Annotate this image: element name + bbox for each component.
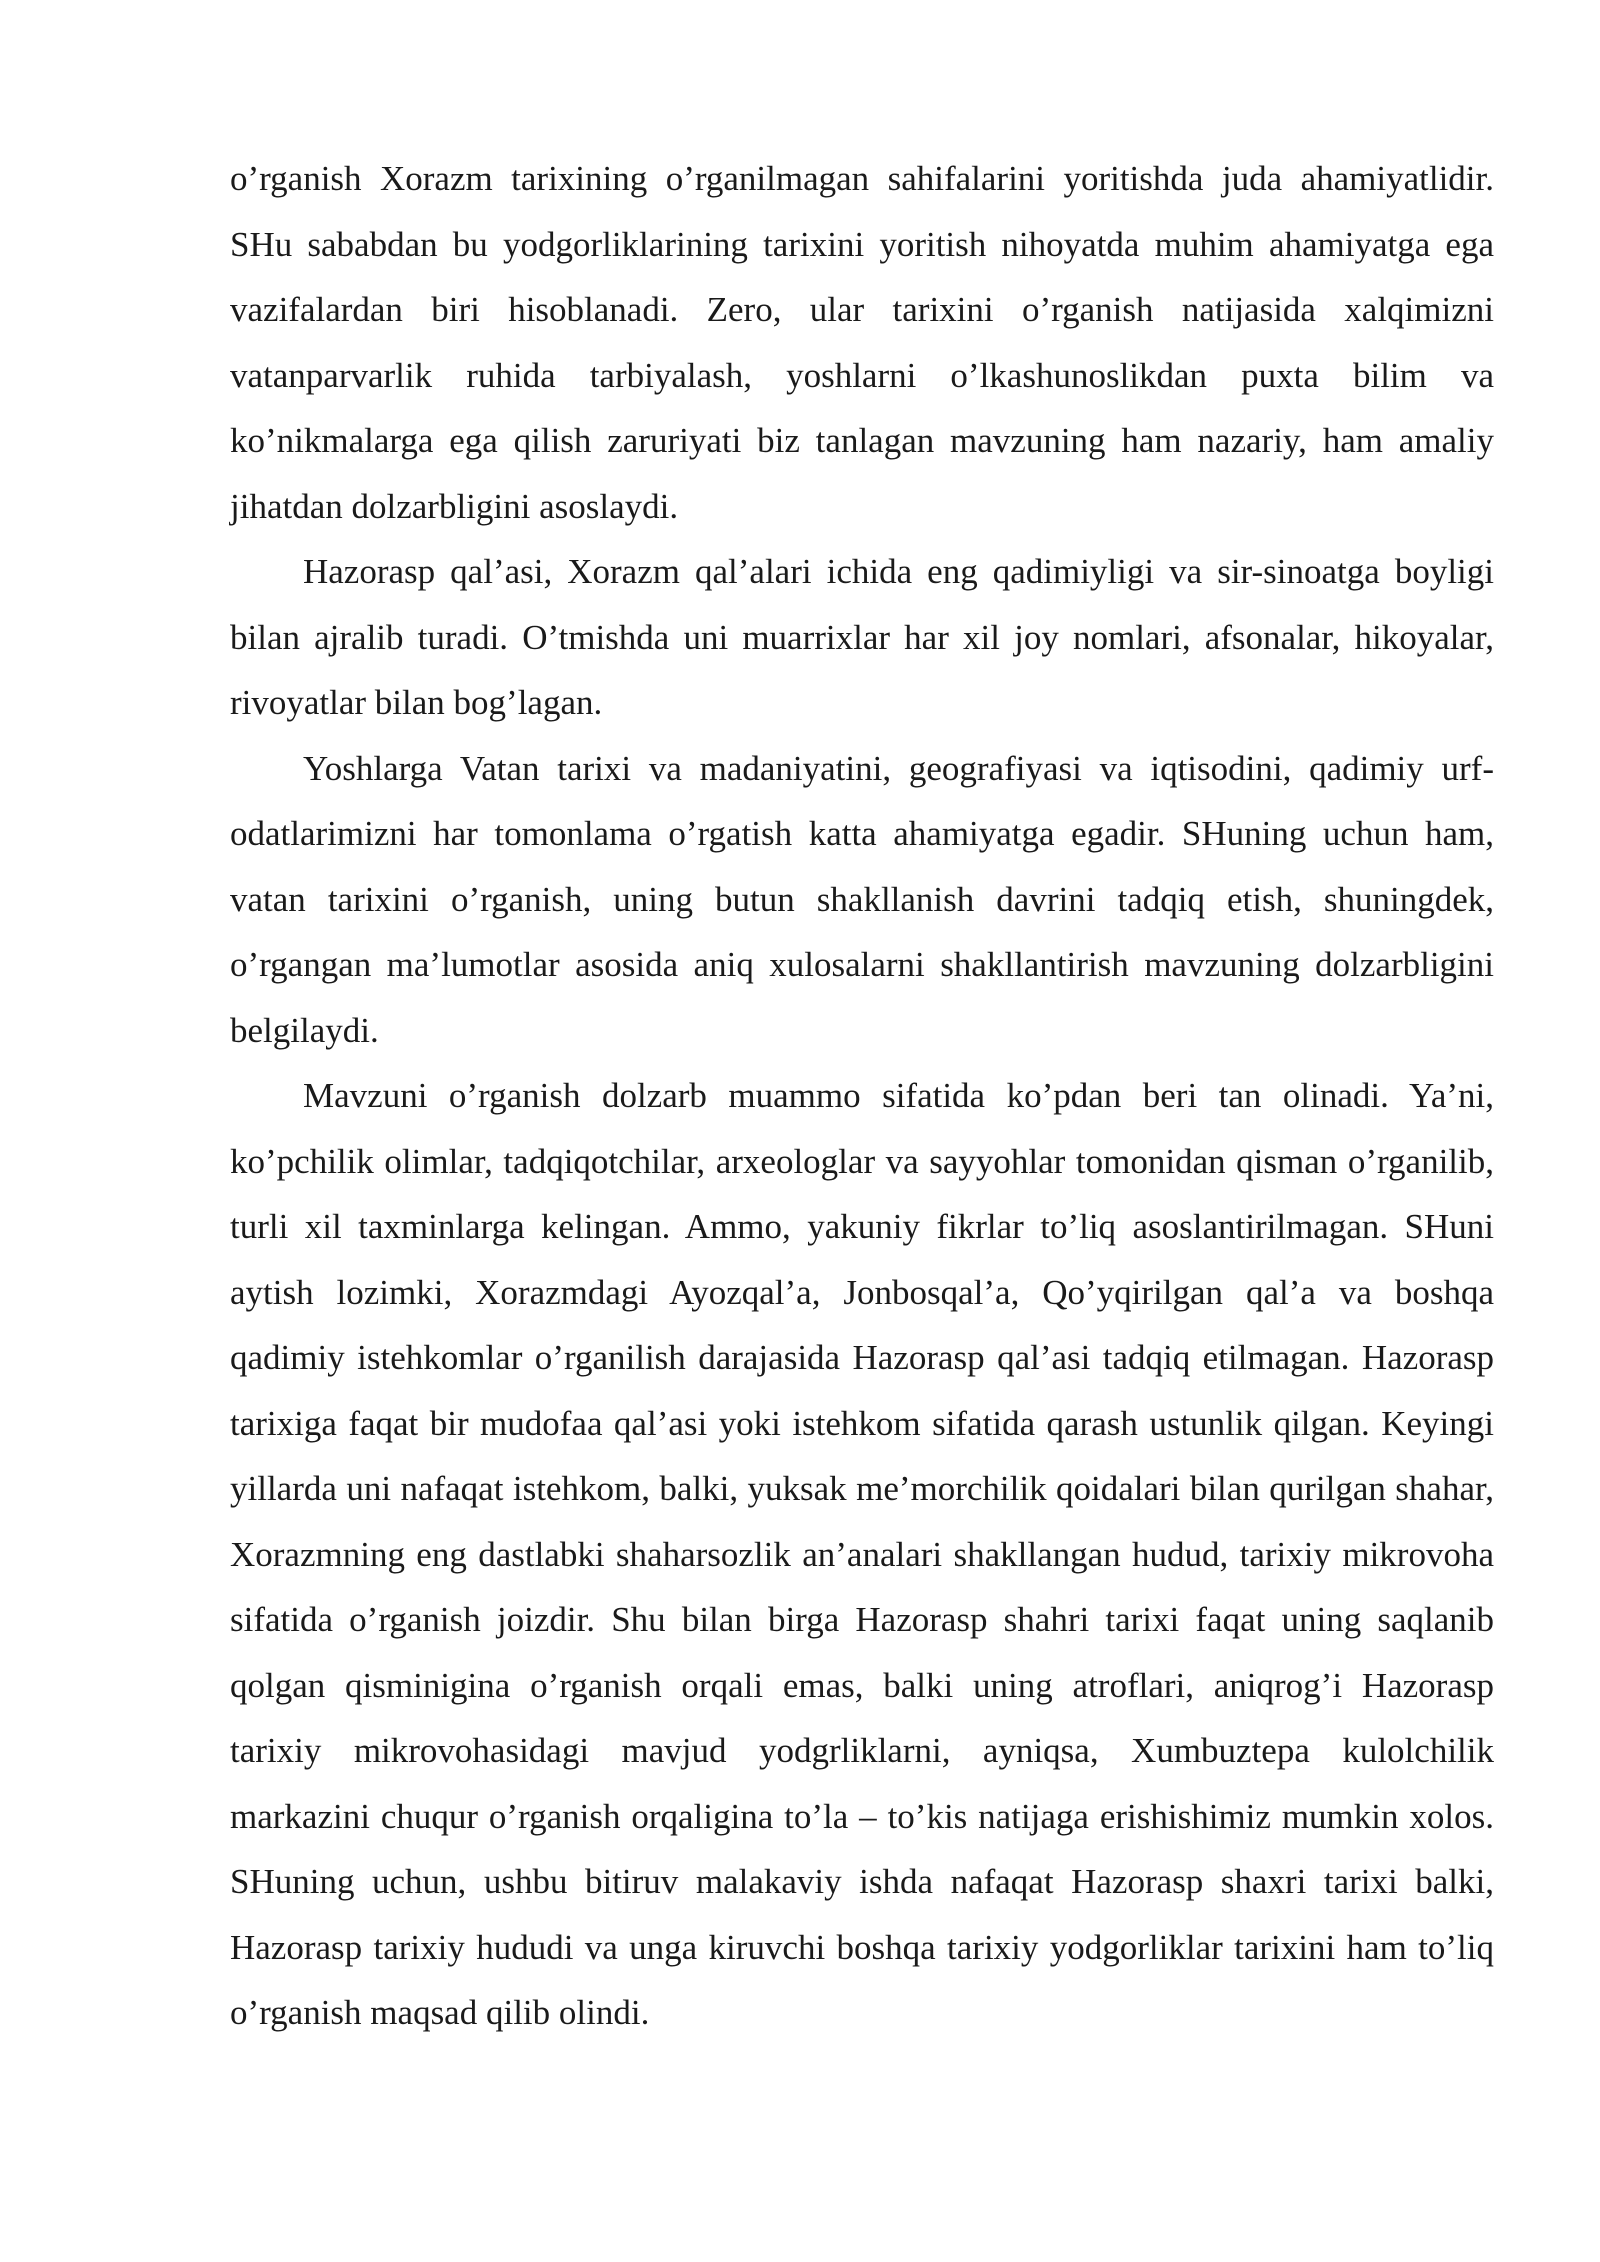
paragraph-1: o’rganish Xorazm tarixining o’rganilmagan sahifalarini yoritishda juda ahamiyatlidir. SHu sababdan bu yodgorliklarining tarixini yoritish nihoyatda muhim ahamiyatga ega vazifalardan biri hisoblanadi. Zero, ular tarixini o’rganish natijasida xalqimizni vatanparvarlik ruhida tarbiyalash, yoshlarni o’lkashunoslikdan puxta bilim va ko’nikmalarga ega qilish zaruriyati biz tanlagan mavzuning ham nazariy, ham amaliy jihatdan dolzarbligini asoslaydi.: [230, 159, 1494, 526]
paragraph-3: Yoshlarga Vatan tarixi va madaniyatini, geografiyasi va iqtisodini, qadimiy urf-odatlarimizni har tomonlama o’rgatish katta ahamiyatga egadir. SHuning uchun ham, vatan tarixini o’rganish, uning butun shakllanish davrini tadqiq etish, shuningdek, o’rgangan ma’lumotlar asosida aniq xulosalarni shakllantirish mavzuning dolzarbligini belgilaydi.: [230, 748, 1494, 1050]
paragraph-4: Mavzuni o’rganish dolzarb muammo sifatida ko’pdan beri tan olinadi. Ya’ni, ko’pchilik olimlar, tadqiqotchilar, arxeologlar va sayyohlar tomonidan qisman o’rganilib, turli xil taxminlarga kelingan. Ammo, yakuniy fikrlar to’liq asoslantirilmagan. SHuni aytish lozimki, Xorazmdagi Ayozqal’a, Jonbosqal’a, Qo’yqirilgan qal’a va boshqa qadimiy istehkomlar o’rganilish darajasida Hazorasp qal’asi tadqiq etilmagan. Hazorasp tarixiga faqat bir mudofaa qal’asi yoki istehkom sifatida qarash ustunlik qilgan. Keyingi yillarda uni nafaqat istehkom, balki, yuksak me’morchilik qoidalari bilan qurilgan shahar, Xorazmning eng dastlabki shaharsozlik an’analari shakllangan hudud, tarixiy mikrovoha sifatida o’rganish joizdir. Shu bilan birga Hazorasp shahri tarixi faqat uning saqlanib qolgan qisminigina o’rganish orqali emas, balki uning atroflari, aniqrog’i Hazorasp tarixiy mikrovohasidagi mavjud yodgrliklarni, ayniqsa, Xumbuztepa kulolchilik markazini chuqur o’rganish orqaligina to’la – to’kis natijaga erishishimiz mumkin xolos. SHuning uchun, ushbu bitiruv malakaviy ishda nafaqat Hazorasp shaxri tarixi balki, Hazorasp tarixiy hududi va unga kiruvchi boshqa tarixiy yodgorliklar tarixini ham to’liq o’rganish maqsad qilib olindi.: [230, 1076, 1494, 2032]
paragraph-2: Hazorasp qal’asi, Xorazm qal’alari ichida eng qadimiyligi va sir-sinoatga boyligi bilan ajralib turadi. O’tmishda uni muarrixlar har xil joy nomlari, afsonalar, hikoyalar, rivoyatlar bilan bog’lagan.: [230, 552, 1494, 722]
document-page: [230, 146, 1494, 2046]
